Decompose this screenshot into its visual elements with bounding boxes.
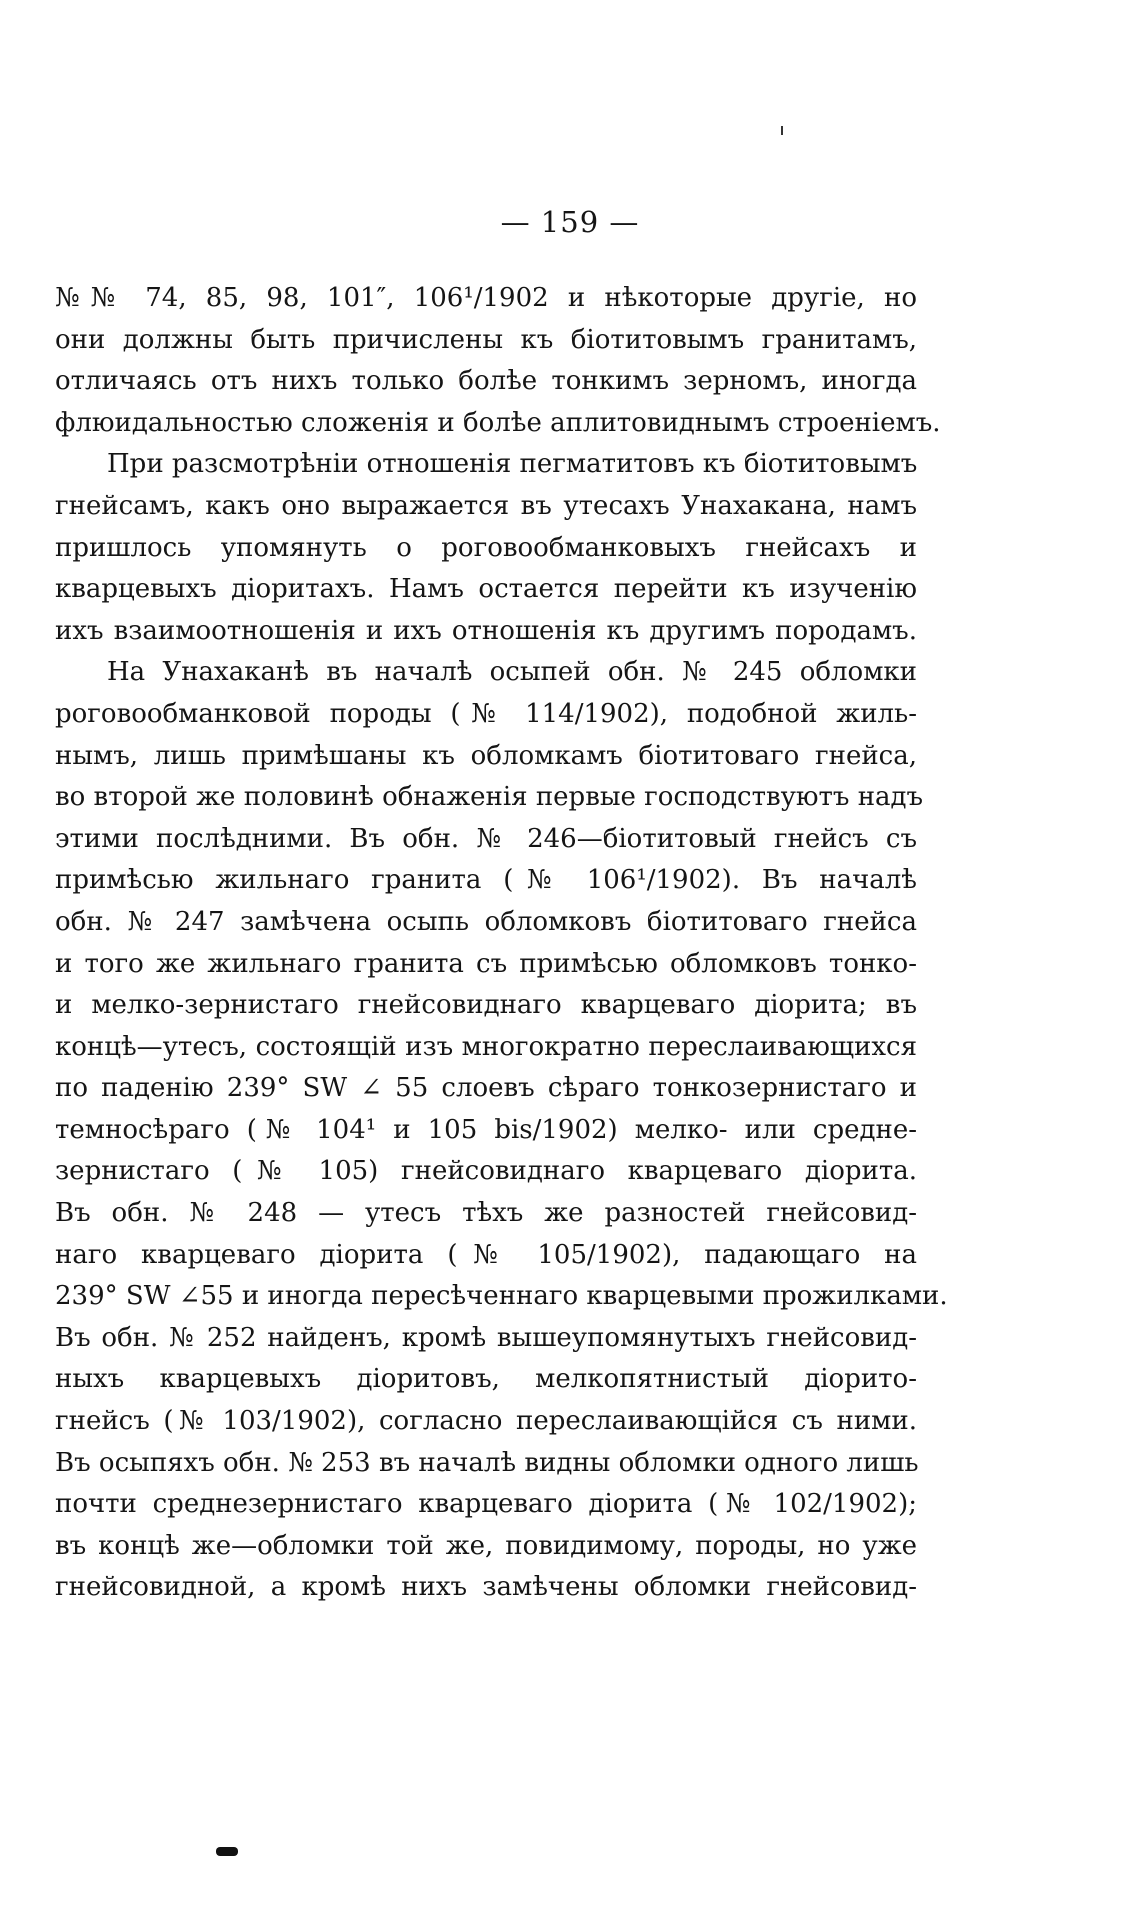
body-text <box>55 278 948 1609</box>
text-line: Въ осыпяхъ обн. № 253 въ началѣ видны обломки одного лишь <box>55 1447 919 1478</box>
text-line: почти среднезернистаго кварцеваго діорита (№ 102/1902); <box>55 1489 917 1520</box>
text-line: концѣ—утесъ, состоящій изъ многократно переслаивающихся <box>55 1031 917 1062</box>
text-line: нымъ, лишь примѣшаны къ обломкамъ біотитоваго гнейса, <box>55 740 917 771</box>
text-line: они должны быть причислены къ біотитовымъ гранитамъ, <box>55 324 917 355</box>
text-line: по паденію 239° SW ∠ 55 слоевъ сѣраго тонкозернистаго и <box>55 1073 917 1104</box>
text-line: и мелко-зернистаго гнейсовиднаго кварцеваго діорита; въ <box>55 990 917 1021</box>
text-line: гнейсъ (№ 103/1902), согласно переслаивающійся съ ними. <box>55 1406 917 1437</box>
text-line: отличаясь отъ нихъ только болѣе тонкимъ зерномъ, иногда <box>55 366 917 397</box>
text-line: обн. № 247 замѣчена осыпь обломковъ біотитоваго гнейса <box>55 906 917 937</box>
text-line: 239° SW ∠55 и иногда пересѣченнаго кварцевыми прожилками. <box>55 1281 948 1312</box>
text-line: При разсмотрѣніи отношенія пегматитовъ къ біотитовымъ <box>107 449 918 480</box>
text-line: флюидальностью сложенія и болѣе аплитовиднымъ строеніемъ. <box>55 407 941 438</box>
ink-blot <box>216 1847 238 1856</box>
text-line: и того же жильнаго гранита съ примѣсью обломковъ тонко- <box>55 948 917 979</box>
text-line: На Унахаканѣ въ началѣ осыпей обн. № 245 обломки <box>107 657 917 688</box>
text-line: Въ обн. № 248 — утесъ тѣхъ же разностей гнейсовид- <box>55 1198 917 1229</box>
text-line: роговообманковой породы (№ 114/1902), подобной жиль- <box>55 698 917 729</box>
text-line: этими послѣдними. Въ обн. № 246—біотитовый гнейсъ съ <box>55 823 917 854</box>
text-line: кварцевыхъ діоритахъ. Намъ остается перейти къ изученію <box>55 574 917 605</box>
text-line: пришлось упомянуть о роговообманковыхъ гнейсахъ и <box>55 532 917 563</box>
text-line: во второй же половинѣ обнаженія первые господствуютъ надъ <box>55 782 924 813</box>
text-line: примѣсью жильнаго гранита (№ 106¹/1902). Въ началѣ <box>55 865 917 896</box>
scan-speck <box>781 126 783 135</box>
text-line: ныхъ кварцевыхъ діоритовъ, мелкопятнистый діорито- <box>55 1364 917 1395</box>
text-line: въ концѣ же—обломки той же, повидимому, породы, но уже <box>55 1530 917 1561</box>
text-line: гнейсамъ, какъ оно выражается въ утесахъ Унахакана, намъ <box>55 490 917 521</box>
text-line: темносѣраго (№ 104¹ и 105 bis/1902) мелко- или средне- <box>55 1114 917 1145</box>
text-line: гнейсовидной, а кромѣ нихъ замѣчены обломки гнейсовид- <box>55 1572 917 1603</box>
text-line: зернистаго (№ 105) гнейсовиднаго кварцеваго діорита. <box>55 1156 917 1187</box>
text-line: наго кварцеваго діорита (№ 105/1902), падающаго на <box>55 1239 917 1270</box>
text-line: ихъ взаимоотношенія и ихъ отношенія къ другимъ породамъ. <box>55 615 917 646</box>
text-line: Въ обн. № 252 найденъ, кромѣ вышеупомянутыхъ гнейсовид- <box>55 1322 917 1353</box>
text-line: №№ 74, 85, 98, 101″, 106¹/1902 и нѣкоторые другіе, но <box>55 283 917 313</box>
page-number: — 159 — <box>500 205 640 239</box>
